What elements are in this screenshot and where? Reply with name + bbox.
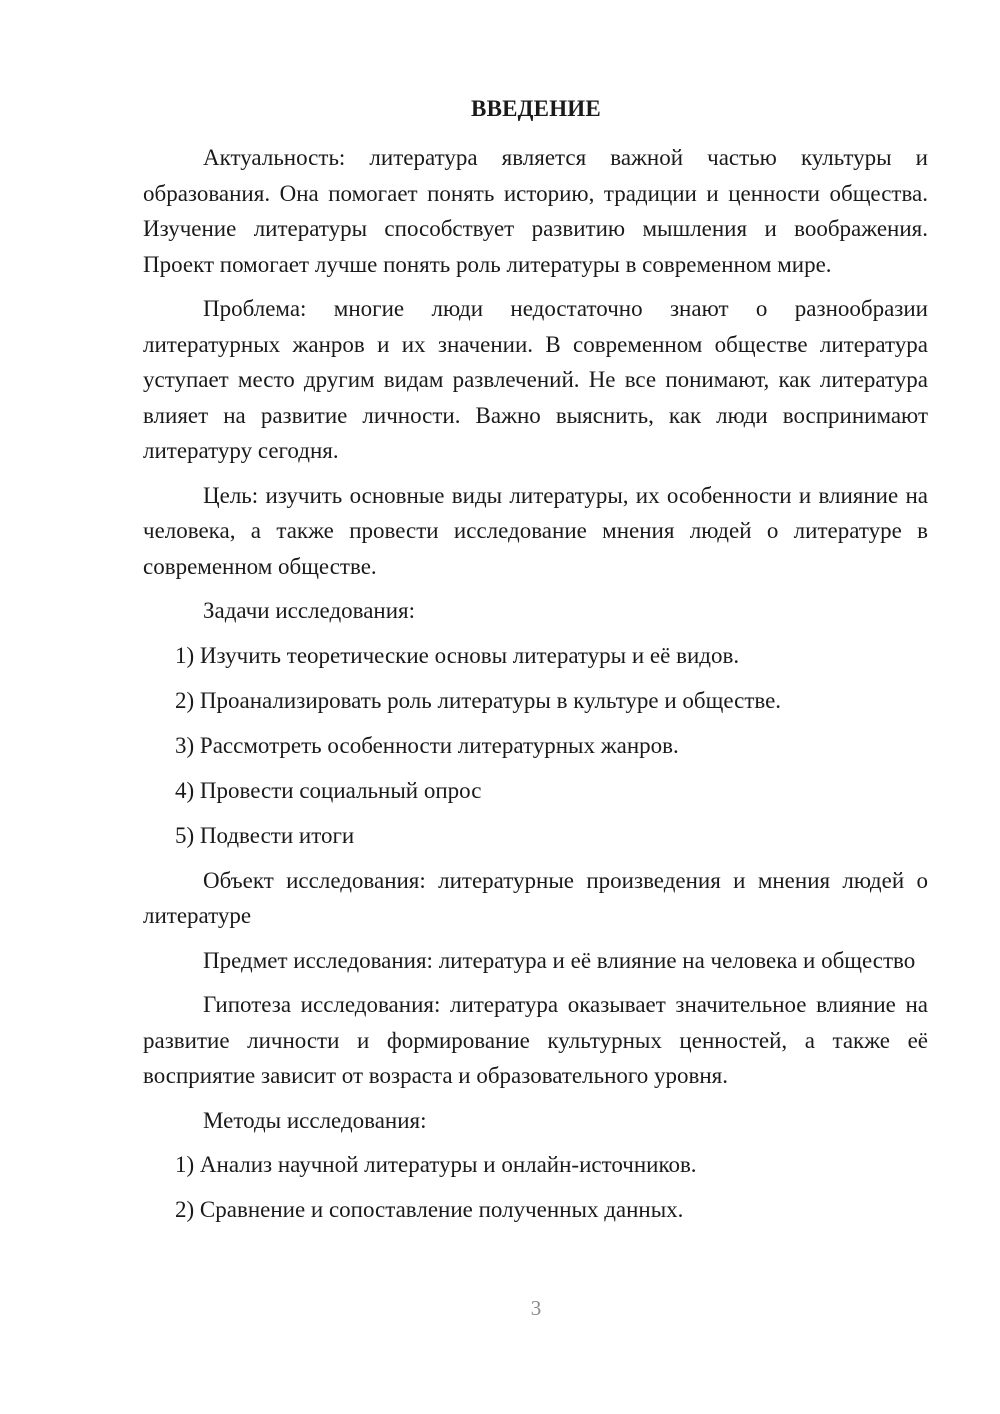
method-item: 2) Сравнение и сопоставление полученных данных.: [175, 1197, 684, 1222]
task-item: 2) Проанализировать роль литературы в культуре и обществе.: [175, 687, 782, 713]
task-item: 4) Провести социальный опрос: [175, 777, 482, 803]
task-item: 1) Изучить теоретические основы литературы и её видов.: [175, 642, 740, 668]
problem-paragraph: Проблема: многие люди недостаточно знают о разнообразии литературных жанров и их значении. В современном обществе литература уступает место другим видам развлечений. Не все понимают, как литература влияет на развитие личности. Важно выяснить, как люди воспринимают литературу сегодня.: [143, 296, 928, 463]
goal-paragraph: Цель: изучить основные виды литературы, их особенности и влияние на человека, а также провести исследование мнения людей о литературе в современном обществе.: [143, 482, 928, 579]
tasks-heading: Задачи исследования:: [203, 598, 416, 623]
task-item: 3) Рассмотреть особенности литературных жанров.: [175, 732, 679, 758]
relevance-paragraph: Актуальность: литература является важной частью культуры и образования. Она помогает понять историю, традиции и ценности общества. Изучение литературы способствует развитию мышления и воображения. Проект помогает лучше понять роль литературы в современном мире.: [143, 145, 928, 277]
document-body: [143, 140, 928, 1237]
page-title: ВВЕДЕНИЕ: [471, 96, 601, 121]
methods-heading: Методы исследования:: [203, 1107, 427, 1133]
task-item: 5) Подвести итоги: [175, 822, 355, 848]
subject-paragraph: Предмет исследования: литература и её влияние на человека и общество: [203, 947, 916, 973]
hypothesis-paragraph: Гипотеза исследования: литература оказывает значительное влияние на развитие личности и формирование культурных ценностей, а также её восприятие зависит от возраста и образовательного уровня.: [143, 992, 928, 1088]
page-number: 3: [530, 1296, 542, 1320]
object-paragraph: Объект исследования: литературные произведения и мнения людей о литературе: [143, 867, 928, 928]
method-item: 1) Анализ научной литературы и онлайн-источников.: [175, 1152, 697, 1177]
